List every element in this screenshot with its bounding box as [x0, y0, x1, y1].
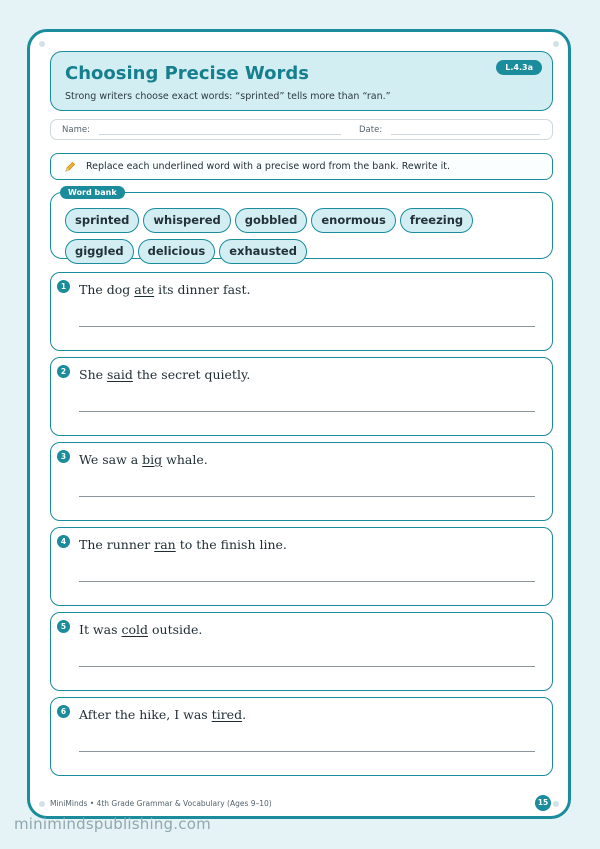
question-sentence: The runner ran to the finish line. [79, 537, 287, 552]
underlined-word: big [142, 452, 163, 467]
word-chip: freezing [400, 208, 473, 233]
question-number: 4 [57, 535, 70, 548]
date-label: Date: [359, 125, 383, 135]
word-chip: gobbled [235, 208, 308, 233]
question-box [50, 442, 553, 521]
corner-dot [39, 41, 45, 47]
question-number: 3 [57, 450, 70, 463]
question-number: 1 [57, 280, 70, 293]
instructions-box [50, 153, 553, 180]
question-box [50, 527, 553, 606]
word-chip: exhausted [219, 239, 307, 264]
name-date-bar [50, 119, 553, 140]
instructions-text: Replace each underlined word with a precise word from the bank. Rewrite it. [86, 161, 451, 172]
worksheet-page [27, 29, 571, 819]
question-sentence: We saw a big whale. [79, 452, 208, 467]
word-chip: giggled [65, 239, 134, 264]
word-bank-label: Word bank [60, 186, 125, 199]
page-subtitle: Strong writers choose exact words: “sprinted” tells more than “ran.” [65, 91, 391, 102]
standard-badge: L.4.3a [496, 60, 542, 75]
word-chip: delicious [138, 239, 216, 264]
footer-text: MiniMinds • 4th Grade Grammar & Vocabulary (Ages 9–10) [50, 799, 272, 808]
answer-line[interactable] [79, 326, 535, 327]
question-box [50, 612, 553, 691]
name-line[interactable] [99, 134, 341, 135]
watermark: minimindspublishing.com [14, 815, 211, 833]
underlined-word: said [107, 367, 133, 382]
underlined-word: cold [121, 622, 149, 637]
pencil-icon [64, 161, 76, 173]
word-chip: sprinted [65, 208, 139, 233]
question-number: 5 [57, 620, 70, 633]
corner-dot [39, 801, 45, 807]
underlined-word: tired [211, 707, 243, 722]
corner-dot [553, 801, 559, 807]
question-sentence: The dog ate its dinner fast. [79, 282, 251, 297]
worksheet-header [50, 51, 553, 111]
word-bank [50, 188, 553, 259]
question-box [50, 357, 553, 436]
question-box [50, 272, 553, 351]
word-chip: enormous [311, 208, 395, 233]
answer-line[interactable] [79, 666, 535, 667]
answer-line[interactable] [79, 411, 535, 412]
question-box [50, 697, 553, 776]
question-number: 2 [57, 365, 70, 378]
word-chip: whispered [143, 208, 230, 233]
question-sentence: After the hike, I was tired. [79, 707, 247, 722]
corner-dot [553, 41, 559, 47]
answer-line[interactable] [79, 496, 535, 497]
page-number: 15 [535, 795, 551, 811]
name-label: Name: [62, 125, 90, 135]
date-line[interactable] [391, 134, 540, 135]
question-sentence: It was cold outside. [79, 622, 203, 637]
page-title: Choosing Precise Words [65, 63, 309, 84]
underlined-word: ran [154, 537, 176, 552]
underlined-word: ate [134, 282, 155, 297]
answer-line[interactable] [79, 581, 535, 582]
question-number: 6 [57, 705, 70, 718]
word-bank-list [65, 208, 545, 270]
answer-line[interactable] [79, 751, 535, 752]
question-sentence: She said the secret quietly. [79, 367, 251, 382]
